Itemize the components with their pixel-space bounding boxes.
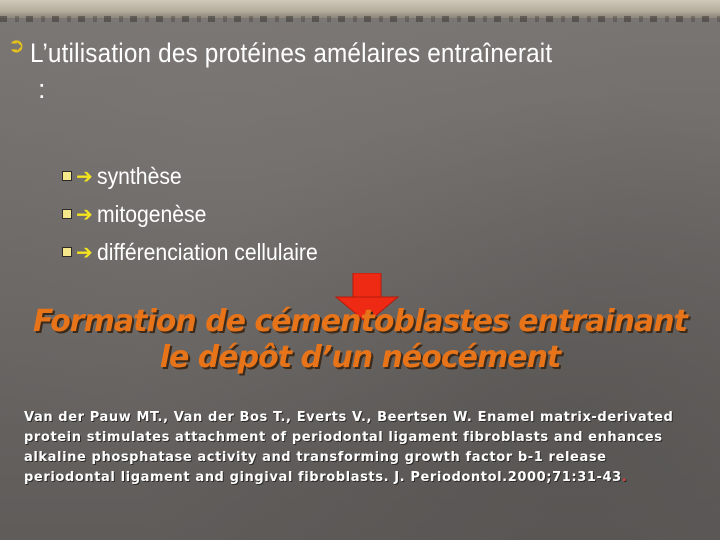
decorative-top-strip <box>0 0 720 18</box>
conclusion-text <box>0 304 720 376</box>
right-arrow-icon: ➔ <box>76 164 93 188</box>
conclusion-line-1: Formation de cémentoblastes entrainant <box>33 304 687 339</box>
right-arrow-icon: ➔ <box>76 240 93 264</box>
square-bullet-icon <box>62 247 72 257</box>
slide-title: L’utilisation des protéines amélaires entraînerait <box>30 38 553 68</box>
list-item <box>62 195 442 233</box>
list-item-label: synthèse <box>96 162 182 189</box>
square-bullet-icon <box>62 209 72 219</box>
list-item-label: différenciation cellulaire <box>96 238 318 265</box>
conclusion-line-2: le dépôt d’un néocément <box>159 340 561 375</box>
effects-list <box>62 157 442 271</box>
slide-title-colon: : <box>38 74 46 104</box>
list-item-label: mitogenèse <box>96 200 207 227</box>
right-arrow-icon: ➔ <box>76 202 93 226</box>
torn-edge <box>0 16 720 22</box>
reference-text: Van der Pauw MT., Van der Bos T., Everts V., Beertsen W. Enamel matrix-derivated protein stimulates attachment of periodontal ligament fibroblasts and enhances alkaline phosphatase activity and transforming growth factor b-1 release periodontal ligament and gingival fibroblasts. J. Periodontol.2000;71:31-43 <box>24 410 674 485</box>
list-item <box>62 233 442 271</box>
list-item <box>62 157 442 195</box>
reference-marker: . <box>621 470 628 485</box>
circled-arrow-bullet-icon: ➲ <box>8 33 25 57</box>
square-bullet-icon <box>62 171 72 181</box>
bibliographic-reference <box>24 408 696 488</box>
